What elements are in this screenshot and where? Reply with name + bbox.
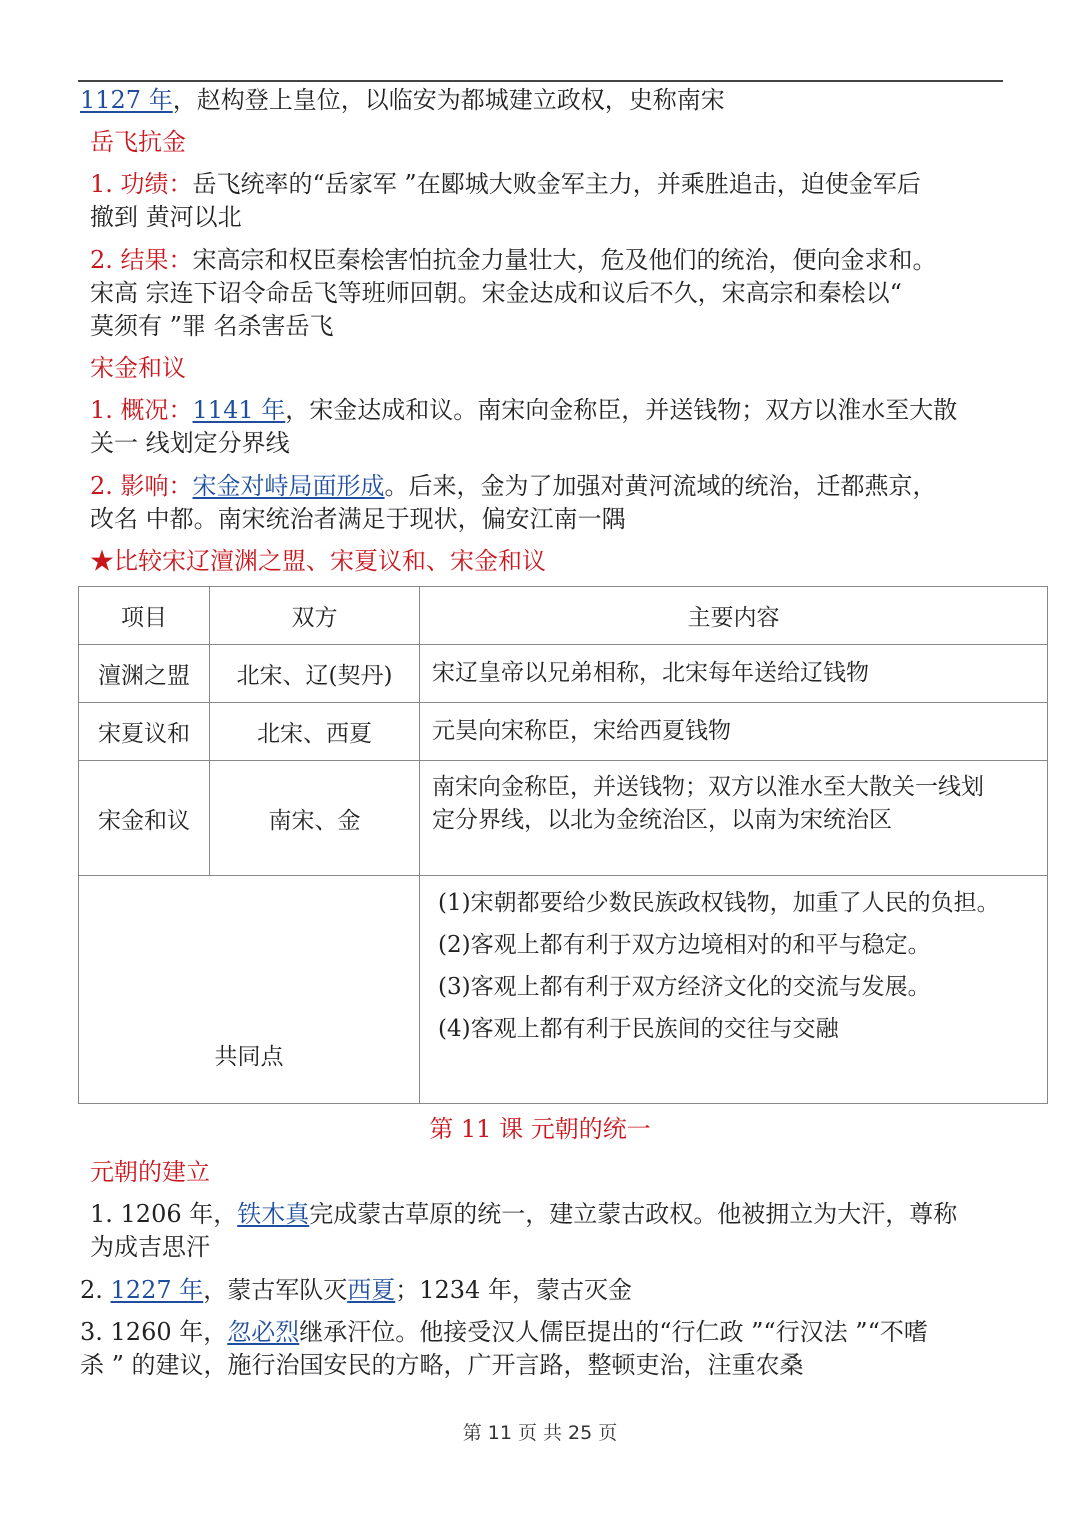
yuefei-item1-line1: 1. 功绩：岳飞统率的“岳家军 ”在郾城大败金军主力，并乘胜追击，迫使金军后: [90, 170, 921, 198]
row-parties: 南宋、金: [210, 761, 420, 876]
songjin-item1-line1: 1. 概况：1141 年，宋金达成和议。南宋向金称臣，并送钱物；双方以淮水至大散: [90, 396, 958, 424]
songjin-item2-line2: 改名 中都。南宋统治者满足于现状，偏安江南一隅: [90, 505, 626, 533]
songjin-heading: 宋金和议: [90, 354, 186, 382]
yuan-item3-line2: 杀 ” 的建议，施行治国安民的方略，广开言路，整顿吏治，注重农桑: [80, 1351, 804, 1379]
comparison-table: [78, 586, 1048, 1104]
kublai-link: 忽必烈: [227, 1318, 300, 1346]
common-label: 共同点: [79, 876, 420, 1104]
table-row: [79, 761, 1048, 876]
row-item: 宋金和议: [79, 761, 210, 876]
table-row: [79, 703, 1048, 761]
year-1227: 1227 年: [110, 1276, 204, 1304]
row-content: 元昊向宋称臣，宋给西夏钱物: [420, 703, 1048, 761]
row-content: 宋辽皇帝以兄弟相称，北宋每年送给辽钱物: [420, 645, 1048, 703]
row-item: 宋夏议和: [79, 703, 210, 761]
common-points: [420, 876, 1048, 1104]
yuan-item2-line: 2. 1227 年，蒙古军队灭西夏；1234 年，蒙古灭金: [80, 1276, 632, 1304]
table-header-row: [79, 587, 1048, 645]
yuefei-item2-line3: 莫须有 ”罪 名杀害岳飞: [90, 312, 334, 340]
common-point: (1)宋朝都要给少数民族政权钱物，加重了人民的负担。: [438, 890, 1000, 916]
yuefei-item1-line2: 撤到 黄河以北: [90, 203, 242, 231]
songjin-year: 1141 年: [192, 396, 286, 424]
row-parties: 北宋、辽(契丹): [210, 645, 420, 703]
compare-heading: ★比较宋辽澶渊之盟、宋夏议和、宋金和议: [90, 547, 546, 575]
header-item: 项目: [79, 587, 210, 645]
row-item: 澶渊之盟: [79, 645, 210, 703]
xixia-link: 西夏: [347, 1276, 396, 1304]
intro-line: 1127 年，赵构登上皇位，以临安为都城建立政权，史称南宋: [80, 86, 725, 114]
yuan-item1-line1: 1. 1206 年，铁木真完成蒙古草原的统一，建立蒙古政权。他被拥立为大汗，尊称: [90, 1200, 958, 1228]
table-row-common: [79, 876, 1048, 1104]
row-parties: 北宋、西夏: [210, 703, 420, 761]
yuan-item1-line2: 为成吉思汗: [90, 1233, 210, 1261]
yuefei-heading: 岳飞抗金: [90, 128, 186, 156]
yuefei-item2-line1: 2. 结果：宋高宗和权臣秦桧害怕抗金力量壮大，危及他们的统治，便向金求和。: [90, 246, 937, 274]
common-point: (3)客观上都有利于双方经济文化的交流与发展。: [438, 974, 931, 1000]
common-point: (4)客观上都有利于民族间的交往与交融: [438, 1016, 839, 1042]
songjin-item1-line2: 关一 线划定分界线: [90, 429, 290, 457]
intro-year: 1127 年: [80, 86, 173, 114]
songjin-item2-line1: 2. 影响：宋金对峙局面形成。后来，金为了加强对黄河流域的统治，迁都燕京，: [90, 472, 937, 500]
common-point: (2)客观上都有利于双方边境相对的和平与稳定。: [438, 932, 931, 958]
yuefei-item2-line2: 宋高 宗连下诏令命岳飞等班师回朝。宋金达成和议后不久，宋高宗和秦桧以“: [90, 279, 902, 307]
header-parties: 双方: [210, 587, 420, 645]
header-content: 主要内容: [420, 587, 1048, 645]
top-rule: [78, 80, 1003, 82]
row-content: 南宋向金称臣，并送钱物；双方以淮水至大散关一线划 定分界线，以北为金统治区，以南为宋统治区: [420, 761, 1048, 876]
table-row: [79, 645, 1048, 703]
temujin-link: 铁木真: [237, 1200, 310, 1228]
lesson-title: 第 11 课 元朝的统一: [429, 1115, 651, 1143]
page-footer: 第 11 页 共 25 页: [462, 1422, 618, 1444]
songjin-key: 宋金对峙局面形成: [192, 472, 385, 500]
yuan-item3-line1: 3. 1260 年，忽必烈继承汗位。他接受汉人儒臣提出的“行仁政 ”“行汉法 ”“不嗜: [80, 1318, 928, 1346]
yuan-heading: 元朝的建立: [90, 1158, 210, 1186]
